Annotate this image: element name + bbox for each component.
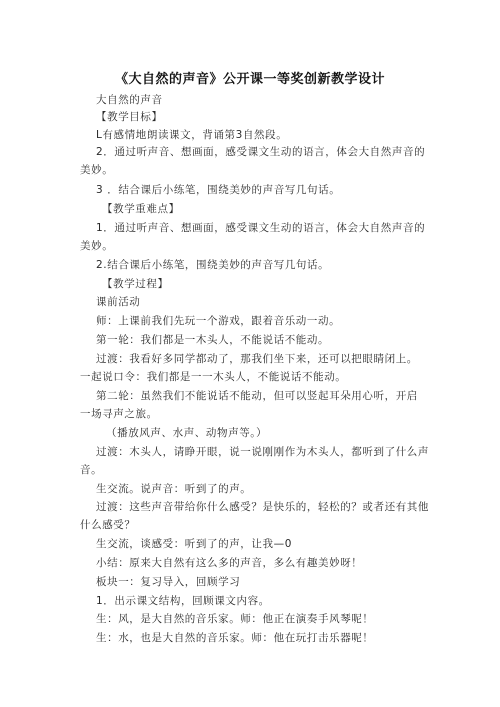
text-line: 美妙。 [80, 164, 114, 176]
text-line: 一起说口令：我们都是一一木头人，不能说话不能动。 [80, 371, 347, 383]
text-line: 课前活动 [96, 296, 141, 308]
text-line: 1．出示课文结构，回顾课文内容。 [96, 595, 270, 607]
text-line: 美妙。 [80, 240, 114, 252]
text-line: 过渡：这些声音带给你什么感受？是快乐的，轻松的？或者还有其他 [96, 501, 429, 513]
text-line: 【教学过程】 [102, 278, 169, 290]
text-line: 生交流。说声音：听到了的声。 [96, 483, 252, 495]
text-line: 生交流，谈感受：听到了的声，让我—0 [96, 538, 292, 550]
text-line: 一场寻声之旅。 [80, 408, 158, 420]
text-line: 3 ．结合课后小练笔，围绕美妙的声音写几句话。 [96, 184, 341, 196]
text-line: （播放风声、水声、动物声等。） [106, 427, 268, 439]
text-line: 第二轮：虽然我们不能说话不能动，但可以竖起耳朵用心听，开启 [96, 390, 418, 402]
text-line: 2.结合课后小练笔，围绕美妙的声音写几句话。 [96, 259, 330, 271]
text-line: 小结：原来大自然有这么多的声音，多么有趣美妙呀！ [96, 557, 363, 569]
text-line: 2．通过听声音、想画面，感受课文生动的语言，体会大自然声音的 [96, 146, 426, 158]
document-title: 《大自然的声音》公开课一等奖创新教学设计 [114, 72, 385, 87]
text-line: 师：上课前我们先玩一个游戏，跟着音乐动一动。 [96, 315, 341, 327]
text-line: 1．通过听声音、想画面，感受课文生动的语言，体会大自然声音的 [96, 222, 426, 234]
text-line: L有感情地朗读课文，背诵第3自然段。 [96, 129, 288, 141]
text-line: 大自然的声音 [96, 94, 163, 106]
text-line: 音。 [80, 464, 103, 476]
text-line: 过渡：木头人，请睁开眼，说一说刚刚作为木头人，都听到了什么声 [96, 446, 429, 458]
text-line: 板块一：复习导入，回顾学习 [96, 576, 241, 588]
text-line: 生：水，也是大自然的音乐家。师：他在玩打击乐器呢！ [96, 632, 374, 644]
text-line: 【教学目标】 [96, 111, 163, 123]
text-line: 第一轮：我们都是一木头人，不能说话不能动。 [96, 334, 330, 346]
text-line: 什么感受？ [80, 519, 136, 531]
text-line: 生：风，是大自然的音乐家。师：他正在演奏手风琴呢！ [96, 613, 374, 625]
text-line: 【教学重难点】 [102, 203, 180, 215]
text-line: 过渡：我看好多同学都动了，那我们坐下来，还可以把眼睛闭上。 [96, 353, 418, 365]
